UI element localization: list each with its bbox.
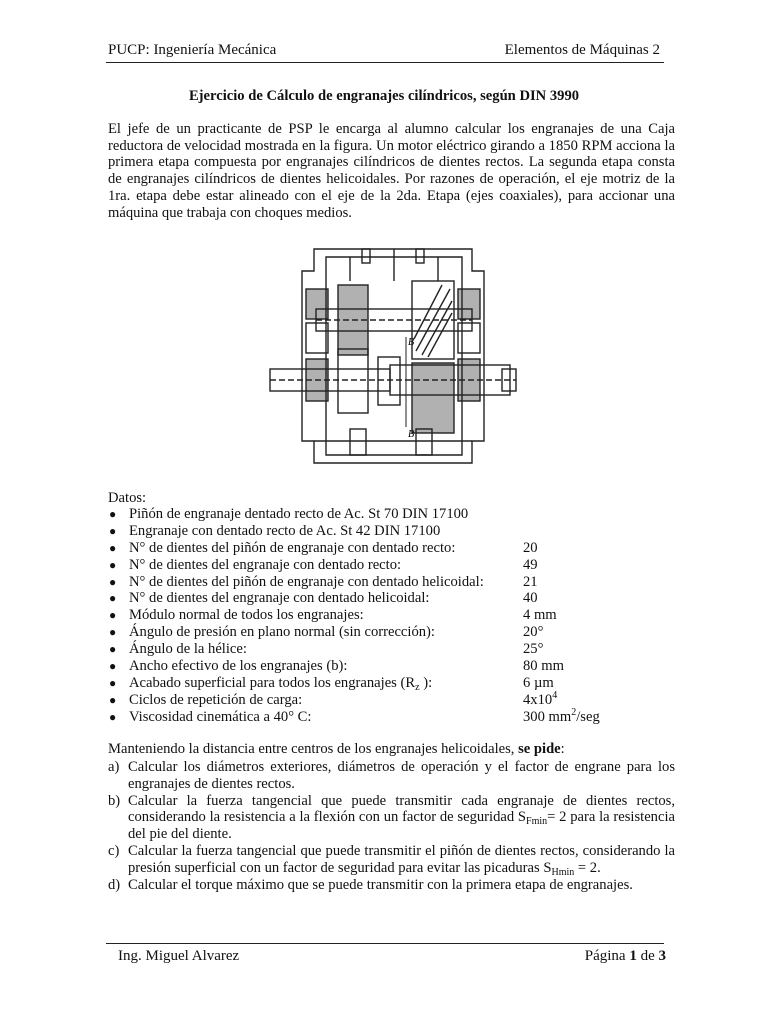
task-list xyxy=(108,759,675,893)
problem-statement: El jefe de un practicante de PSP le encarga al alumno calcular los engranajes de una Caja reductora de velocidad mostrada en la figura. Un motor eléctrico girando a 1850 RPM acciona la primera etapa compuesta por engranajes cilíndricos de dientes rectos. La segunda etapa consta de engranajes cilíndricos de dientes helicoidales. Por razones de operación, el eje motriz de la 1ra. etapa debe estar alineado con el eje de la 2da. Etapa (ejes coaxiales), para accionar una máquina que trabaja con choques medios. xyxy=(108,121,675,221)
exercise-title: Ejercicio de Cálculo de engranajes cilíndricos, según DIN 3990 xyxy=(188,88,580,104)
data-item: ● N° de dientes del piñón de engranaje con dentado recto: 20 xyxy=(109,539,538,556)
bullet-icon: ● xyxy=(109,709,117,724)
data-item-rz: ● Acabado superficial para todos los engranajes ($R_z$ ): 6 µm xyxy=(109,674,554,693)
data-item-cycles: ● Ciclos de repetición de carga: $4x10^4$ xyxy=(109,689,558,708)
bullet-icon: ● xyxy=(109,557,117,572)
gearbox-drawing xyxy=(266,241,520,469)
gearbox-figure xyxy=(266,241,520,469)
section-label-bottom: B xyxy=(408,429,415,440)
data-item: ● Ángulo de presión en plano normal (sin corrección): 20° xyxy=(109,624,544,641)
data-heading: Datos: xyxy=(108,490,147,506)
task-c: c) Calcular la fuerza tangencial que puede transmitir el piñón de dientes rectos, considerando la presión superficial con un factor de seguridad para evitar las picaduras $S_{Hmin} = 2$. xyxy=(108,842,675,878)
header-institution: PUCP: Ingeniería Mecánica xyxy=(108,42,277,58)
data-item: ● Ancho efectivo de los engranajes (b): 80 mm xyxy=(109,658,564,675)
data-item: ● Ángulo de la hélice: 25° xyxy=(109,641,544,658)
bullet-icon: ● xyxy=(109,659,117,674)
data-list xyxy=(108,506,678,726)
task-a: a) Calcular los diámetros exteriores, diámetros de operación y el factor de engrane para los engranajes de dientes rectos. xyxy=(108,759,675,792)
bullet-icon: ● xyxy=(109,692,117,707)
bullet-icon: ● xyxy=(109,574,117,589)
bullet-icon: ● xyxy=(109,625,117,640)
data-item: ● Engranaje con dentado recto de Ac. St 42 DIN 17100 xyxy=(109,522,441,539)
bullet-icon: ● xyxy=(109,523,117,538)
bullet-icon: ● xyxy=(109,591,117,606)
page-header xyxy=(108,42,660,59)
header-course: Elementos de Máquinas 2 xyxy=(504,42,660,58)
task-d: d) Calcular el torque máximo que se puede transmitir con la primera etapa de engranajes. xyxy=(108,876,633,893)
section-label-top: B xyxy=(408,337,415,348)
data-item: ● Piñón de engranaje dentado recto de Ac. St 70 DIN 17100 xyxy=(109,506,469,522)
task-b: b) Calcular la fuerza tangencial que puede transmitir cada engranaje de dientes rectos, considerando la resistencia a la flexión con un factor de seguridad $S_{Fmin}= 2$ para la resistencia del pie del diente. xyxy=(108,792,675,843)
data-item: ● N° de dientes del engranaje con dentado recto: 49 xyxy=(109,556,538,573)
page-footer xyxy=(118,948,666,965)
data-item: ● N° de dientes del piñón de engranaje con dentado helicoidal: 21 xyxy=(109,573,538,590)
footer-divider xyxy=(106,943,664,944)
bullet-icon: ● xyxy=(109,608,117,623)
header-divider xyxy=(106,62,664,63)
data-item: ● N° de dientes del engranaje con dentado helicoidal: 40 xyxy=(109,590,538,607)
bullet-icon: ● xyxy=(109,507,117,521)
data-item-viscosity: ● Viscosidad cinemática a 40° C: 300 $mm^2$/seg xyxy=(109,706,600,725)
tasks-intro: Manteniendo la distancia entre centros de los engranajes helicoidales, se pide: xyxy=(108,741,565,757)
bullet-icon: ● xyxy=(109,540,117,555)
bullet-icon: ● xyxy=(109,642,117,657)
footer-author: Ing. Miguel Alvarez xyxy=(118,948,240,964)
data-item: ● Módulo normal de todos los engranajes: 4 mm xyxy=(109,607,557,624)
bullet-icon: ● xyxy=(109,675,117,690)
page-number: Página 1 de 3 xyxy=(584,948,666,964)
